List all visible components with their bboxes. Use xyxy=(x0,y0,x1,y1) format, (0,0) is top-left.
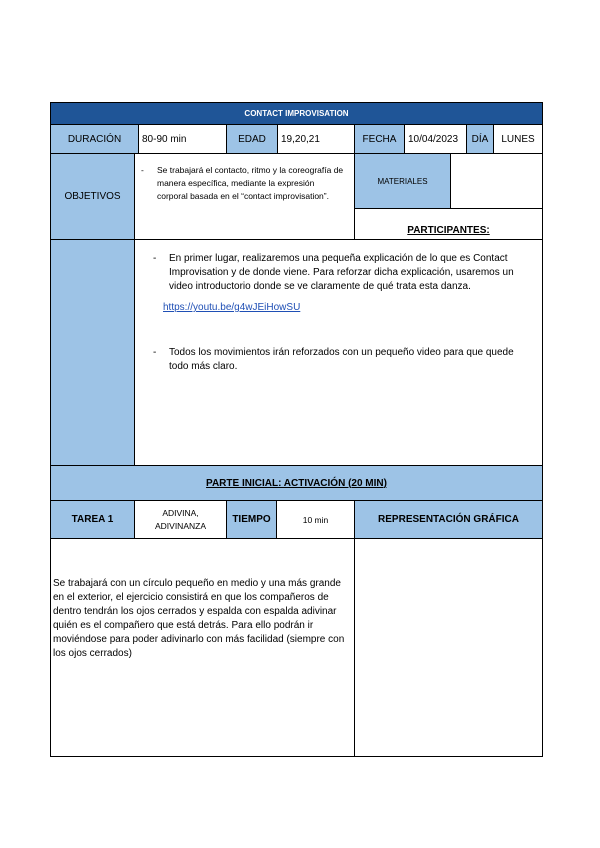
parte-inicial-heading: PARTE INICIAL: ACTIVACIÓN (20 MIN) xyxy=(51,466,542,500)
participantes-label: PARTICIPANTES: xyxy=(407,225,490,236)
task-description: Se trabajará con un círculo pequeño en medio y una más grande en el exterior, el ejercicio consistirá en que los compañeros de dentro tendrán los ojos cerrados y espalda con espalda adivinar quién es el compañero que está detrás. Para ello podrán ir moviéndose para poder adivinarlo con más facilidad (siempre con los ojos cerrados) xyxy=(51,539,355,756)
dia-value: LUNES xyxy=(501,133,535,145)
objetivos-row xyxy=(50,154,543,240)
tiempo-value: 10 min xyxy=(277,501,355,538)
objetivos-text-cell xyxy=(135,154,355,239)
video-link[interactable]: https://youtu.be/g4wJEiHowSU xyxy=(163,302,301,313)
tarea-label: TAREA 1 xyxy=(51,501,135,538)
intro-bullet-1: - En primer lugar, realizaremos una pequeña explicación de lo que es Contact Improvisation y de donde viene. Para reforzar dicha explicación, usaremos un video introductorio donde se ve claramente de qué trata esta danza. xyxy=(151,252,534,294)
edad-label: EDAD xyxy=(227,125,278,153)
tiempo-label: TIEMPO xyxy=(227,501,277,538)
tarea-row xyxy=(50,501,543,539)
representacion-label: REPRESENTACIÓN GRÁFICA xyxy=(355,501,542,538)
description-row xyxy=(50,539,543,757)
fecha-value: 10/04/2023 xyxy=(405,125,467,153)
parte-inicial-row xyxy=(50,466,543,501)
fecha-label: FECHA xyxy=(355,125,405,153)
objetivos-text: - Se trabajará el contacto, ritmo y la coreografía de manera específica, mediante la expresión corporal basada en el “contact improvisation”. xyxy=(139,164,346,203)
materiales-value xyxy=(451,154,542,208)
duracion-label: DURACIÓN xyxy=(51,125,139,153)
edad-value: 19,20,21 xyxy=(278,125,355,153)
duracion-value: 80-90 min xyxy=(139,125,227,153)
session-plan-table xyxy=(50,102,543,757)
materiales-label: MATERIALES xyxy=(355,154,451,208)
materiales-row xyxy=(355,154,542,209)
materiales-participantes xyxy=(355,154,542,239)
objetivos-label: OBJETIVOS xyxy=(51,154,135,239)
representacion-area xyxy=(355,539,542,756)
info-row xyxy=(50,125,543,154)
dia-label: DÍA xyxy=(467,125,494,153)
intro-content xyxy=(135,240,542,465)
title-row xyxy=(50,102,543,125)
intro-row xyxy=(50,240,543,466)
table-title: CONTACT IMPROVISATION xyxy=(51,103,542,124)
intro-bullet-2: - Todos los movimientos irán reforzados con un pequeño video para que quede todo más claro. xyxy=(151,346,534,374)
intro-side xyxy=(51,240,135,465)
tarea-name: ADIVINA, ADIVINANZA xyxy=(135,501,227,538)
